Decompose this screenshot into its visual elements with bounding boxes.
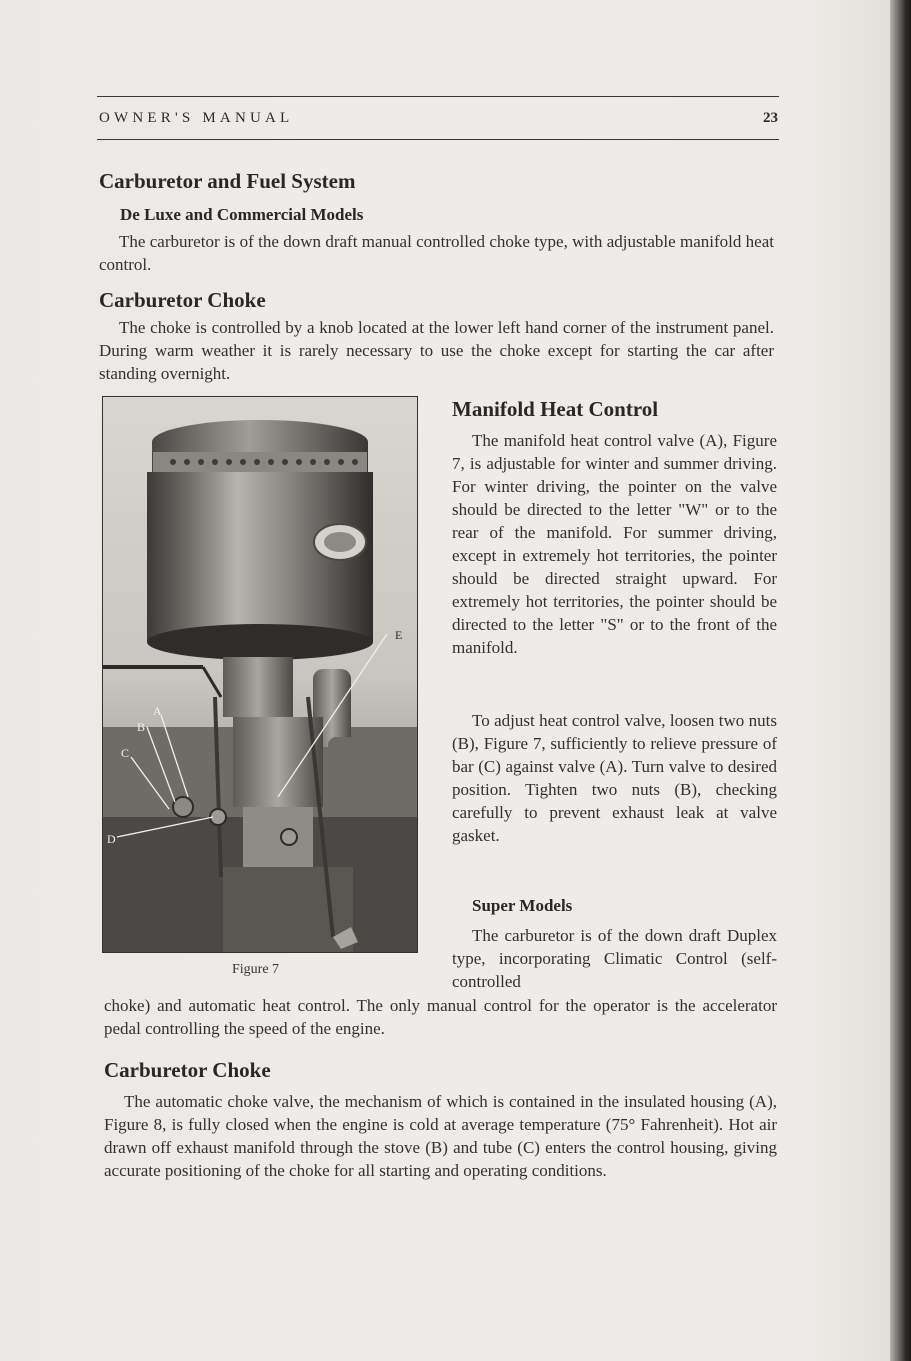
paragraph-super-start: The carburetor is of the down draft Duplex type, incorporating Climatic Control (self-controlled [452,926,777,991]
callout-c: C [121,746,130,760]
running-head: OWNER'S MANUAL [99,110,294,126]
callout-a: A [153,704,162,718]
section-title-fuel-system: Carburetor and Fuel System [99,169,356,193]
callout-d: D [107,832,116,846]
paragraph-automatic-choke: The automatic choke valve, the mechanism of which is contained in the insulated housing (A), Figure 8, is fully closed when the engine is cold at average temperature (75° Fahrenheit). Hot air drawn off exhaust manifold through the stove (B) and tube (C) enters the control housing, giving accurate positioning of the choke for all starting and operating conditions. [104,1092,777,1180]
figure-caption: Figure 7 [232,962,280,977]
section-title-manifold-heat: Manifold Heat Control [452,397,659,421]
header-top-rule [97,96,779,97]
subtitle-deluxe-models: De Luxe and Commercial Models [120,205,364,224]
paragraph-adjust-valve: To adjust heat control valve, loosen two nuts (B), Figure 7, sufficiently to relieve pressure of bar (C) against valve (A). Turn valve to desired position. Tighten two nuts (B), checking carefully to prevent exhaust leak at valve gasket. [452,711,777,845]
section-title-automatic-choke: Carburetor Choke [104,1058,271,1082]
carburetor-photo-illustration [103,397,417,952]
page-number: 23 [763,110,778,126]
header-bottom-rule [97,139,779,140]
figure-7-photo [102,396,418,953]
paragraph-choke-knob: The choke is controlled by a knob located at the lower left hand corner of the instrument panel. During warm weather it is rarely necessary to use the choke except for starting the car after standing overnight. [99,318,774,383]
callout-b: B [137,720,146,734]
book-spine-edge [890,0,911,1361]
subtitle-super-models: Super Models [472,896,573,915]
section-title-carburetor-choke: Carburetor Choke [99,288,266,312]
paragraph-super-end: choke) and automatic heat control. The only manual control for the operator is the accelerator pedal controlling the speed of the engine. [104,996,777,1038]
paragraph-deluxe-carburetor: The carburetor is of the down draft manual controlled choke type, with adjustable manifold heat control. [99,232,774,274]
callout-e: E [395,628,403,642]
paragraph-heat-valve: The manifold heat control valve (A), Figure 7, is adjustable for winter and summer driving. For winter driving, the pointer on the valve should be directed to the letter "W" or to the rear of the manifold. For summer driving, except in extremely hot territories, the pointer should be directed straight upward. For extremely hot territories, the pointer should be directed to the letter "S" or to the front of the manifold. [452,431,777,657]
